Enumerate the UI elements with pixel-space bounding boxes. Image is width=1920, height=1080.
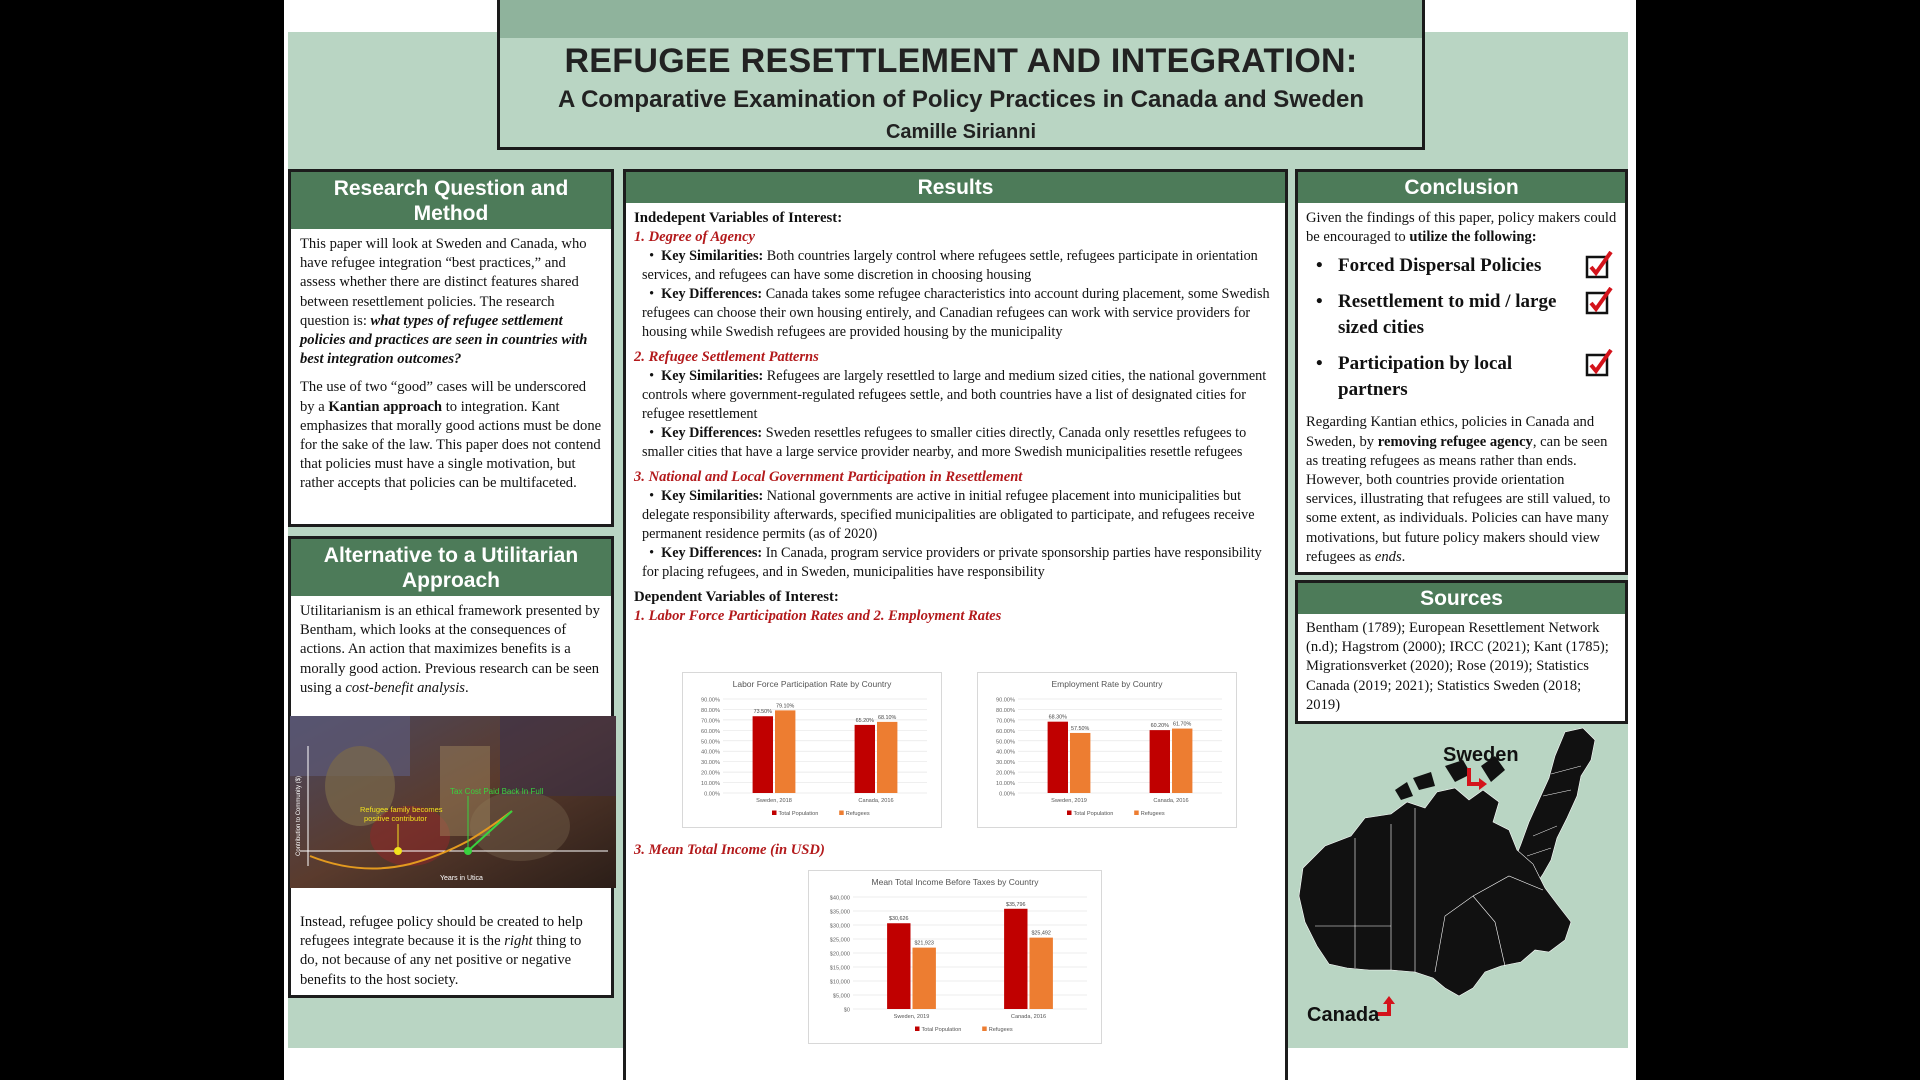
results-panel — [623, 169, 1288, 1080]
graph-y-label: Contribution to Community ($) — [296, 775, 302, 856]
y-tick-label: 30.00% — [701, 760, 720, 767]
data-label: $25,492 — [1031, 930, 1051, 937]
research-p2-text-a: The use of two “good” cases will be underscored by a — [300, 379, 587, 415]
bar-total-population — [855, 725, 875, 793]
y-tick-label: 50.00% — [996, 739, 1015, 746]
legend-label: Refugees — [845, 811, 870, 817]
data-label: 68.30% — [1048, 714, 1067, 721]
legend-swatch — [915, 1027, 920, 1032]
bar-refugees — [775, 710, 795, 793]
conclusion-item-label: Participation by local partners — [1338, 353, 1513, 401]
government-similarities-text: National governments are active in initial refugee placement into municipalities but delegate responsibility afterwards, specified municipalities are obligated to participate, and refugees receive permanent residence permits (as of 2020) — [642, 488, 1255, 542]
graph-x-label: Years in Utica — [440, 875, 483, 882]
poster-subtitle: A Comparative Examination of Policy Practices in Canada and Sweden — [557, 86, 1364, 113]
independent-variables-heading: Indedepent Variables of Interest: — [634, 210, 843, 226]
government-similarities: • Key Similarities: National governments are active in initial refugee placement into municipalities but delegate responsibility afterwards, specified municipalities are obligated to participate, and refugees receive permanent residence permits (as of 2020) — [642, 488, 1255, 542]
y-tick-label: 20.00% — [996, 770, 1015, 777]
chart-title: Mean Total Income Before Taxes by Country — [871, 877, 1039, 887]
conclusion-intro-bold: utilize the following: — [1409, 229, 1537, 246]
conclusion-intro — [1306, 209, 1617, 247]
y-tick-label: 0.00% — [704, 791, 720, 798]
graph-label-positive-2: positive contributor — [364, 814, 427, 823]
settlement-differences-text: Sweden resettles refugees to smaller cities directly, Canada only resettles refugees to smaller cities that have a large service provider nearby, and more Swedish municipalities resettle refugees — [642, 425, 1247, 460]
bar-refugees — [1030, 938, 1053, 1009]
y-tick-label: $25,000 — [829, 937, 850, 944]
y-tick-label: 80.00% — [996, 707, 1015, 714]
research-panel — [288, 169, 614, 527]
data-label: 60.20% — [1150, 723, 1169, 730]
y-tick-label: 70.00% — [701, 718, 720, 725]
y-tick-label: 80.00% — [701, 707, 720, 714]
conclusion-text-a: Regarding Kantian ethics, policies in Canada and Sweden, by — [1306, 414, 1595, 450]
alternative-heading — [291, 539, 611, 596]
alternative-paragraph-1 — [300, 602, 602, 698]
poster-title: REFUGEE RESETTLEMENT AND INTEGRATION: — [564, 42, 1358, 80]
legend-label: Refugees — [988, 1027, 1013, 1033]
agency-similarities-label: Key Similarities: — [661, 248, 764, 264]
income-chart — [808, 870, 1102, 1044]
chart-title: Labor Force Participation Rate by Country — [732, 679, 892, 689]
y-tick-label: $20,000 — [829, 951, 850, 958]
y-tick-label: 70.00% — [996, 718, 1015, 725]
dependent-variables-heading: Dependent Variables of Interest: — [634, 589, 839, 605]
alternative-paragraph-2 — [300, 913, 602, 990]
mean-income-heading: 3. Mean Total Income (in USD) — [634, 842, 825, 858]
alternative-body-1 — [291, 596, 611, 716]
government-participation-heading: 3. National and Local Government Participation in Resettlement — [634, 469, 1023, 485]
income-chart-svg — [809, 871, 1101, 1043]
legend-swatch — [982, 1027, 987, 1032]
conclusion-list — [1306, 253, 1617, 403]
legend-swatch — [839, 811, 844, 816]
refugee-photo-graph — [290, 716, 616, 888]
y-tick-label: $10,000 — [829, 979, 850, 986]
bar-refugees — [877, 722, 897, 793]
data-label: $21,923 — [914, 940, 934, 947]
alternative-body-2 — [291, 907, 611, 998]
legend-label: Refugees — [1140, 811, 1165, 817]
bar-total-population — [1048, 722, 1068, 793]
y-tick-label: 40.00% — [701, 749, 720, 756]
y-tick-label: $40,000 — [829, 895, 850, 902]
alternative-heading-line1: Alternative to a Utilitarian — [323, 544, 579, 567]
data-label: $30,626 — [889, 916, 909, 923]
y-tick-label: $5,000 — [832, 993, 850, 1000]
settlement-similarities-text: Refugees are largely resettled to large and medium sized cities, the national government controls where government-regulated refugees settle, and both countries have a list of designated cities for refugee resettlement — [642, 368, 1267, 422]
right-word: right — [504, 933, 533, 950]
y-tick-label: 10.00% — [996, 781, 1015, 788]
x-tick-label: Canada, 2016 — [1010, 1014, 1047, 1020]
agency-similarities: • Key Similarities: Both countries largely control where refugees settle, refugees participate in orientation services, and refugees can have some discretion in choosing housing — [642, 248, 1258, 283]
conclusion-panel — [1295, 169, 1628, 575]
labor-employment-heading: 1. Labor Force Participation Rates and 2. Employment Rates — [634, 608, 1002, 624]
employment-chart — [977, 672, 1237, 828]
results-heading: Results — [626, 172, 1285, 203]
research-heading-line1: Research Question and — [333, 177, 569, 200]
ends-word: ends — [1374, 548, 1402, 565]
y-tick-label: 90.00% — [996, 697, 1015, 704]
legend-swatch — [1134, 811, 1139, 816]
data-label: 68.10% — [878, 714, 897, 721]
data-label: 65.20% — [855, 717, 874, 724]
data-label: 61.70% — [1173, 721, 1192, 728]
bar-refugees — [1070, 733, 1090, 793]
alternative-p1-end: . — [464, 679, 469, 696]
bullet-dot: • — [1316, 255, 1323, 277]
photo-graph-svg — [290, 716, 616, 888]
checkbox-check-icon — [1585, 251, 1613, 279]
research-question: what types of refugee settlement policies and practices are seen in countries with best integration outcomes? — [300, 312, 588, 368]
labor-force-chart — [682, 672, 942, 828]
y-tick-label: 90.00% — [701, 697, 720, 704]
conclusion-paragraph — [1306, 413, 1617, 567]
poster — [284, 0, 1636, 1080]
research-p1-text: This paper will look at Sweden and Canada, who have refugee integration “best practices,” and assess whether there are distinct features shared between resettlement policies. The research question is: — [300, 236, 587, 329]
y-tick-label: 60.00% — [701, 728, 720, 735]
settlement-similarities: • Key Similarities: Refugees are largely resettled to large and medium sized cities, the national government controls where government-regulated refugees settle, and both countries have a list of designated cities for refugee resettlement — [642, 368, 1267, 422]
research-body — [291, 229, 611, 509]
agency-similarities-text: Both countries largely control where refugees settle, refugees participate in orientation services, and refugees can have some discretion in choosing housing — [642, 248, 1258, 283]
government-differences: • Key Differences: In Canada, program service providers or private sponsorship parties have responsibility for placing refugees, and in Sweden, municipalities have responsibility — [642, 545, 1262, 580]
alternative-p2-text-c: thing to do, not because of any net positive or negative benefits to the host society. — [300, 933, 582, 988]
government-differences-label: Key Differences: — [661, 545, 763, 561]
settlement-differences: • Key Differences: Sweden resettles refugees to smaller cities directly, Canada only resettles refugees to smaller cities that have a large service provider nearby, and more Swedish municipalities resettle refugees — [642, 425, 1247, 460]
data-label: 79.10% — [776, 703, 795, 710]
agency-differences-label: Key Differences: — [661, 286, 763, 302]
y-tick-label: 0.00% — [999, 791, 1015, 798]
checkbox-check-icon — [1585, 349, 1613, 377]
government-differences-text: In Canada, program service providers or private sponsorship parties have responsibility for placing refugees, and in Sweden, municipalities have responsibility — [642, 545, 1262, 580]
legend-label: Total Population — [778, 811, 819, 817]
y-tick-label: 40.00% — [996, 749, 1015, 756]
x-tick-label: Sweden, 2019 — [893, 1014, 930, 1020]
legend-label: Total Population — [1073, 811, 1114, 817]
bar-total-population — [887, 923, 910, 1009]
bar-refugees — [1172, 729, 1192, 793]
y-tick-label: $15,000 — [829, 965, 850, 972]
conclusion-text-c: , can be seen as treating refugees as means rather than ends. However, both countries provide orientation services, illustrating that refugees are still valued, to some extent, as individuals. Policies can have many motivations, but future policy makers should view refugees as — [1306, 433, 1611, 565]
graph-label-tax-cost: Tax Cost Paid Back In Full — [450, 787, 544, 796]
cost-benefit-analysis: cost-benefit analysis — [345, 679, 465, 696]
y-tick-label: $0 — [843, 1007, 850, 1014]
conclusion-item — [1306, 253, 1617, 279]
research-p2-text-c: to integration. Kant emphasizes that morally good actions must be done for the sake of the law. This paper does not contend that policies must have a single motivation, but rather accepts that policies can be multifaceted. — [300, 398, 602, 492]
poster-author: Camille Sirianni — [885, 121, 1037, 143]
x-tick-label: Sweden, 2018 — [756, 798, 792, 804]
conclusion-item-label: Forced Dispersal Policies — [1338, 255, 1542, 277]
legend-swatch — [772, 811, 777, 816]
data-label: 73.50% — [753, 709, 772, 716]
settlement-similarities-label: Key Similarities: — [661, 368, 764, 384]
canada-label: Canada — [1307, 1004, 1380, 1026]
government-similarities-label: Key Similarities: — [661, 488, 764, 504]
research-heading — [291, 172, 611, 229]
settlement-differences-label: Key Differences: — [661, 425, 763, 441]
removing-refugee-agency: removing refugee agency — [1377, 433, 1533, 450]
y-tick-label: 50.00% — [701, 739, 720, 746]
conclusion-intro-text: Given the findings of this paper, policy makers could be encouraged to — [1306, 210, 1617, 246]
conclusion-item-label: Resettlement to mid / large sized cities — [1338, 291, 1557, 339]
y-tick-label: $35,000 — [829, 909, 850, 916]
legend-swatch — [1067, 811, 1072, 816]
y-tick-label: 20.00% — [701, 770, 720, 777]
agency-differences-text: Canada takes some refugee characteristics into account during placement, some Swedish refugees can choose their own housing entirely, and Canadian refugees can work with service providers for housing while Swedish refugees are provided housing by the municipality — [642, 286, 1270, 340]
research-paragraph-1 — [300, 235, 602, 369]
data-label: $35,796 — [1006, 901, 1026, 908]
checkbox-check-icon — [1585, 287, 1613, 315]
graph-label-positive-1: Refugee family becomes — [360, 805, 443, 814]
title-block — [497, 0, 1425, 150]
bullet-dot: • — [1316, 353, 1323, 375]
employment-chart-svg — [978, 673, 1236, 827]
agency-differences: • Key Differences: Canada takes some refugee characteristics into account during placement, some Swedish refugees can choose their own housing entirely, and Canadian refugees can work with service providers for housing while Swedish refugees are provided housing by the municipality — [642, 286, 1270, 340]
y-tick-label: 30.00% — [996, 760, 1015, 767]
settlement-patterns-heading: 2. Refugee Settlement Patterns — [634, 349, 819, 365]
labor-force-chart-svg — [683, 673, 941, 827]
chart-title: Employment Rate by Country — [1051, 679, 1163, 689]
data-label: 57.50% — [1071, 725, 1090, 732]
conclusion-item — [1306, 289, 1617, 341]
bar-total-population — [753, 716, 773, 793]
conclusion-item — [1306, 351, 1617, 403]
conclusion-text-e: . — [1401, 548, 1406, 565]
x-tick-label: Canada, 2016 — [858, 798, 894, 804]
bar-refugees — [913, 948, 936, 1009]
bullet-dot: • — [1316, 291, 1323, 313]
alternative-heading-line2: Approach — [401, 569, 500, 592]
sweden-label: Sweden — [1443, 744, 1519, 766]
alternative-p2-text-a: Instead, refugee policy should be created to help refugees integrate because it is the — [300, 914, 583, 950]
alternative-p1-text: Utilitarianism is an ethical framework presented by Bentham, which looks at the consequences of actions. An action that maximizes benefits is a morally good action. Previous research can be seen using a — [300, 603, 600, 696]
map-svg — [1295, 726, 1628, 1046]
y-tick-label: 10.00% — [701, 781, 720, 788]
canada-sweden-map — [1295, 726, 1628, 1046]
research-heading-line2: Method — [413, 202, 489, 225]
conclusion-body — [1298, 203, 1625, 573]
x-tick-label: Canada, 2016 — [1153, 798, 1189, 804]
sources-panel — [1295, 580, 1628, 724]
sources-heading: Sources — [1298, 583, 1625, 614]
sources-text: Bentham (1789); European Resettlement Network (n.d); Hagstrom (2000); IRCC (2021); Kant (1785); Migrationsverket (2020); Rose (2019); Statistics Canada (2019; 2021); Statistics Sweden (2018; 2019) — [1306, 620, 1609, 713]
bar-total-population — [1150, 730, 1170, 793]
x-tick-label: Sweden, 2019 — [1051, 798, 1087, 804]
y-tick-label: 60.00% — [996, 728, 1015, 735]
bar-total-population — [1004, 909, 1027, 1009]
kantian-approach: Kantian approach — [328, 398, 443, 415]
conclusion-heading: Conclusion — [1298, 172, 1625, 203]
results-body — [626, 203, 1285, 626]
y-tick-label: $30,000 — [829, 923, 850, 930]
research-paragraph-2 — [300, 378, 602, 493]
degree-of-agency-heading: 1. Degree of Agency — [634, 229, 756, 245]
legend-label: Total Population — [921, 1027, 962, 1033]
